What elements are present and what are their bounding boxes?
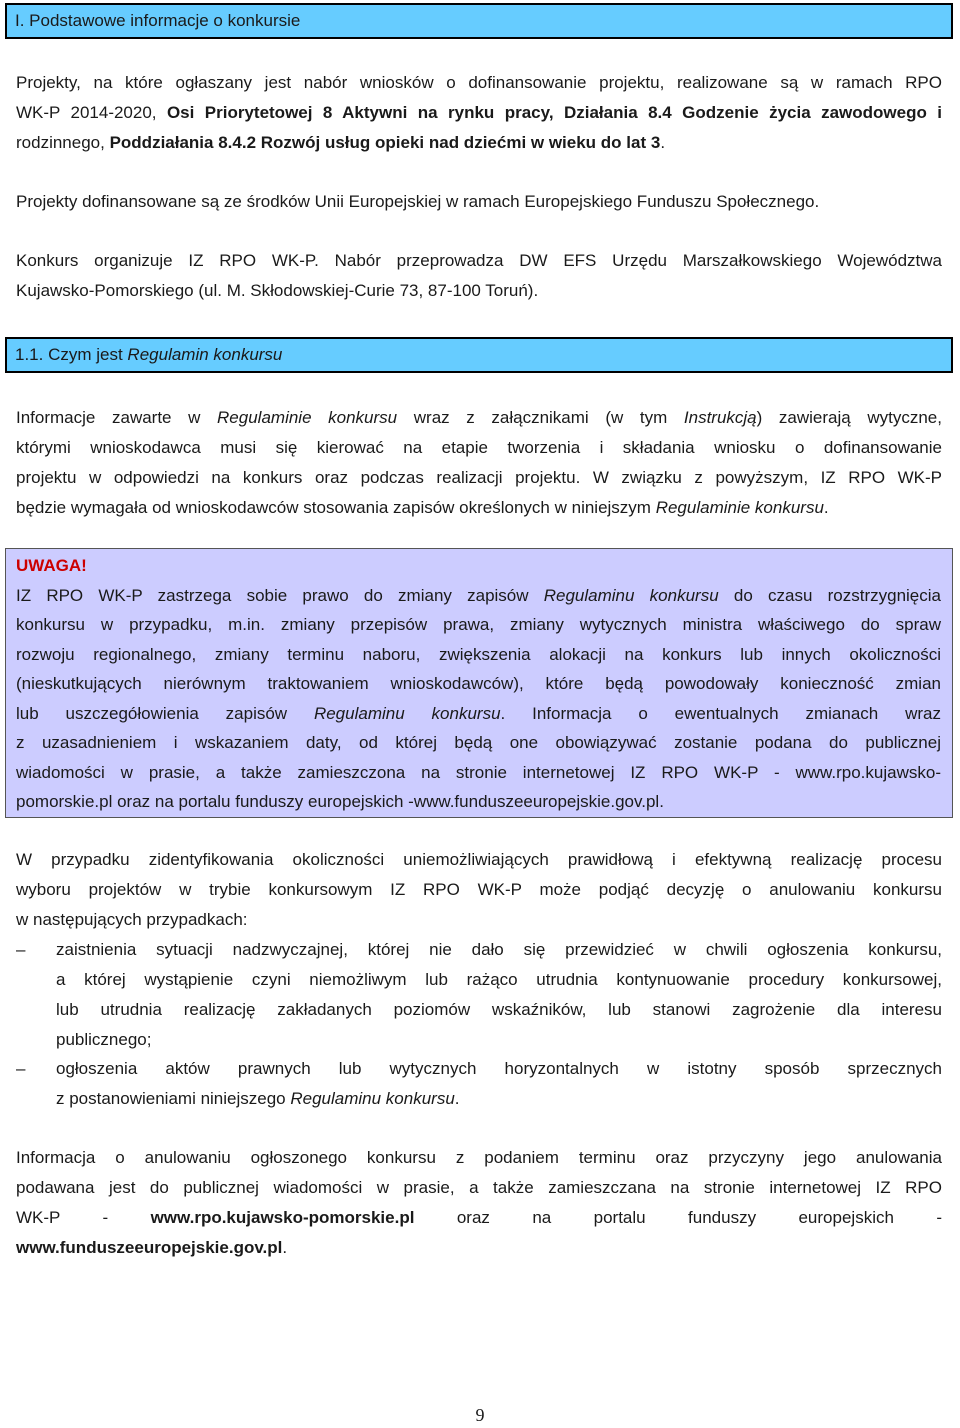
page-number: 9 [475,1405,485,1425]
notice-line6: z uzasadnieniem i wskazaniem daty, od której będą one obowiązywać zostanie podana do publicznej [16,733,941,752]
para6-line3: WK-P - www.rpo.kujawsko-pomorskie.pl oraz na portalu funduszy europejskich - [16,1208,942,1227]
para1-line1: Projekty, na które ogłaszany jest nabór wniosków o dofinansowanie projektu, realizowane są w ramach RPO [16,73,942,92]
paragraph-organizer [16,246,942,306]
notice-line7: wiadomości w prasie, a także zamieszczona na stronie internetowej IZ RPO WK-P - www.rpo.kujawsko- [16,762,941,782]
para3-line2: Kujawsko-Pomorskiego (ul. M. Skłodowskiej-Curie 73, 87-100 Toruń). [16,281,539,300]
dash-bullet: – [16,1059,26,1078]
notice-box [5,548,953,818]
paragraph-program-info [16,68,942,158]
para5-line1: W przypadku zidentyfikowania okoliczności uniemożliwiających prawidłową i efektywną realizację procesu [16,850,942,869]
paragraph-cancellation-conditions [16,845,942,935]
para6-line1: Informacja o anulowaniu ogłoszonego konkursu z podaniem terminu oraz przyczyny jego anulowania [16,1148,942,1167]
section-heading-text: I. Podstawowe informacje o konkursie [15,11,301,30]
notice-line8: pomorskie.pl oraz na portalu funduszy europejskich -www.funduszeeuropejskie.gov.pl. [16,792,664,811]
paragraph-regulamin-info [16,403,942,523]
para1-line3: rodzinnego, Poddziałania 8.4.2 Rozwój usług opieki nad dziećmi w wieku do lat 3. [16,133,666,152]
dash-bullet: – [16,940,26,959]
para4-line3: projektu w odpowiedzi na konkurs oraz podczas realizacji projektu. W związku z powyższym, IZ RPO WK-P [16,468,942,487]
notice-line1: IZ RPO WK-P zastrzega sobie prawo do zmiany zapisów Regulaminu konkursu do czasu rozstrzygnięcia [16,585,941,605]
para3-line1: Konkurs organizuje IZ RPO WK-P. Nabór przeprowadza DW EFS Urzędu Marszałkowskiego Województwa [16,251,942,270]
paragraph-funding: Projekty dofinansowane są ze środków Unii Europejskiej w ramach Europejskiego Funduszu Społecznego. [16,192,820,211]
para5-line3: w następujących przypadkach: [16,910,248,929]
notice-line2: konkursu w przypadku, m.in. zmiany przepisów prawa, zmiany wytycznych ministra właściwego do spraw [16,615,941,634]
notice-line4: (nieskutkujących nierównym traktowaniem wnioskodawców), które będą powodowały konieczność zmian [16,674,941,693]
notice-line5: lub uszczegółowienia zapisów Regulaminu konkursu. Informacja o ewentualnych zmianach wraz [16,703,942,723]
list-item: – ogłoszenia aktów prawnych lub wytycznych horyzontalnych w istotny sposób sprzecznych z postanowieniami niniejszego Regulaminu konkursu. [16,1054,942,1114]
rpo-link[interactable]: www.rpo.kujawsko-pomorskie.pl [150,1208,415,1227]
para6-line2: podawana jest do publicznej wiadomości w prasie, a także zamieszczana na stronie internetowej IZ RPO [16,1178,942,1197]
para4-line1: Informacje zawarte w Regulaminie konkursu wraz z załącznikami (w tym Instrukcją) zawierają wytyczne, [16,408,942,427]
para4-line4: będzie wymagała od wnioskodawców stosowania zapisów określonych w niniejszym Regulaminie konkursu. [16,498,829,517]
para4-line2: którymi wnioskodawca musi się kierować na etapie tworzenia i składania wniosku o dofinansowanie [16,438,942,457]
notice-title: UWAGA! [16,556,87,575]
funduszeeuropejskie-link[interactable]: www.funduszeeuropejskie.gov.pl [16,1238,283,1257]
para5-line2: wyboru projektów w trybie konkursowym IZ RPO WK-P może podjąć decyzję o anulowaniu konkursu [16,880,942,899]
notice-line3: rozwoju regionalnego, zmiany terminu naboru, zwiększenia alokacji na konkurs lub innych okoliczności [16,644,941,664]
para1-line2: WK-P 2014-2020, Osi Priorytetowej 8 Aktywni na rynku pracy, Działania 8.4 Godzenie życia zawodowego i [16,103,943,122]
para6-line4: www.funduszeeuropejskie.gov.pl. [16,1238,288,1257]
subsection-heading: 1.1. Czym jest Regulamin konkursu [5,337,953,373]
paragraph-cancellation-info [16,1143,942,1263]
section-heading [5,3,953,39]
list-item: – zaistnienia sytuacji nadzwyczajnej, której nie dało się przewidzieć w chwili ogłoszenia konkursu, a której wystąpienie czyni niemożliwym lub rażąco utrudnia kontynuowanie procedury konkursowej, lub utrudnia realizację zakładanych poziomów wskaźników, lub stanowi zagrożenie dla interesu publicznego; [16,935,942,1055]
